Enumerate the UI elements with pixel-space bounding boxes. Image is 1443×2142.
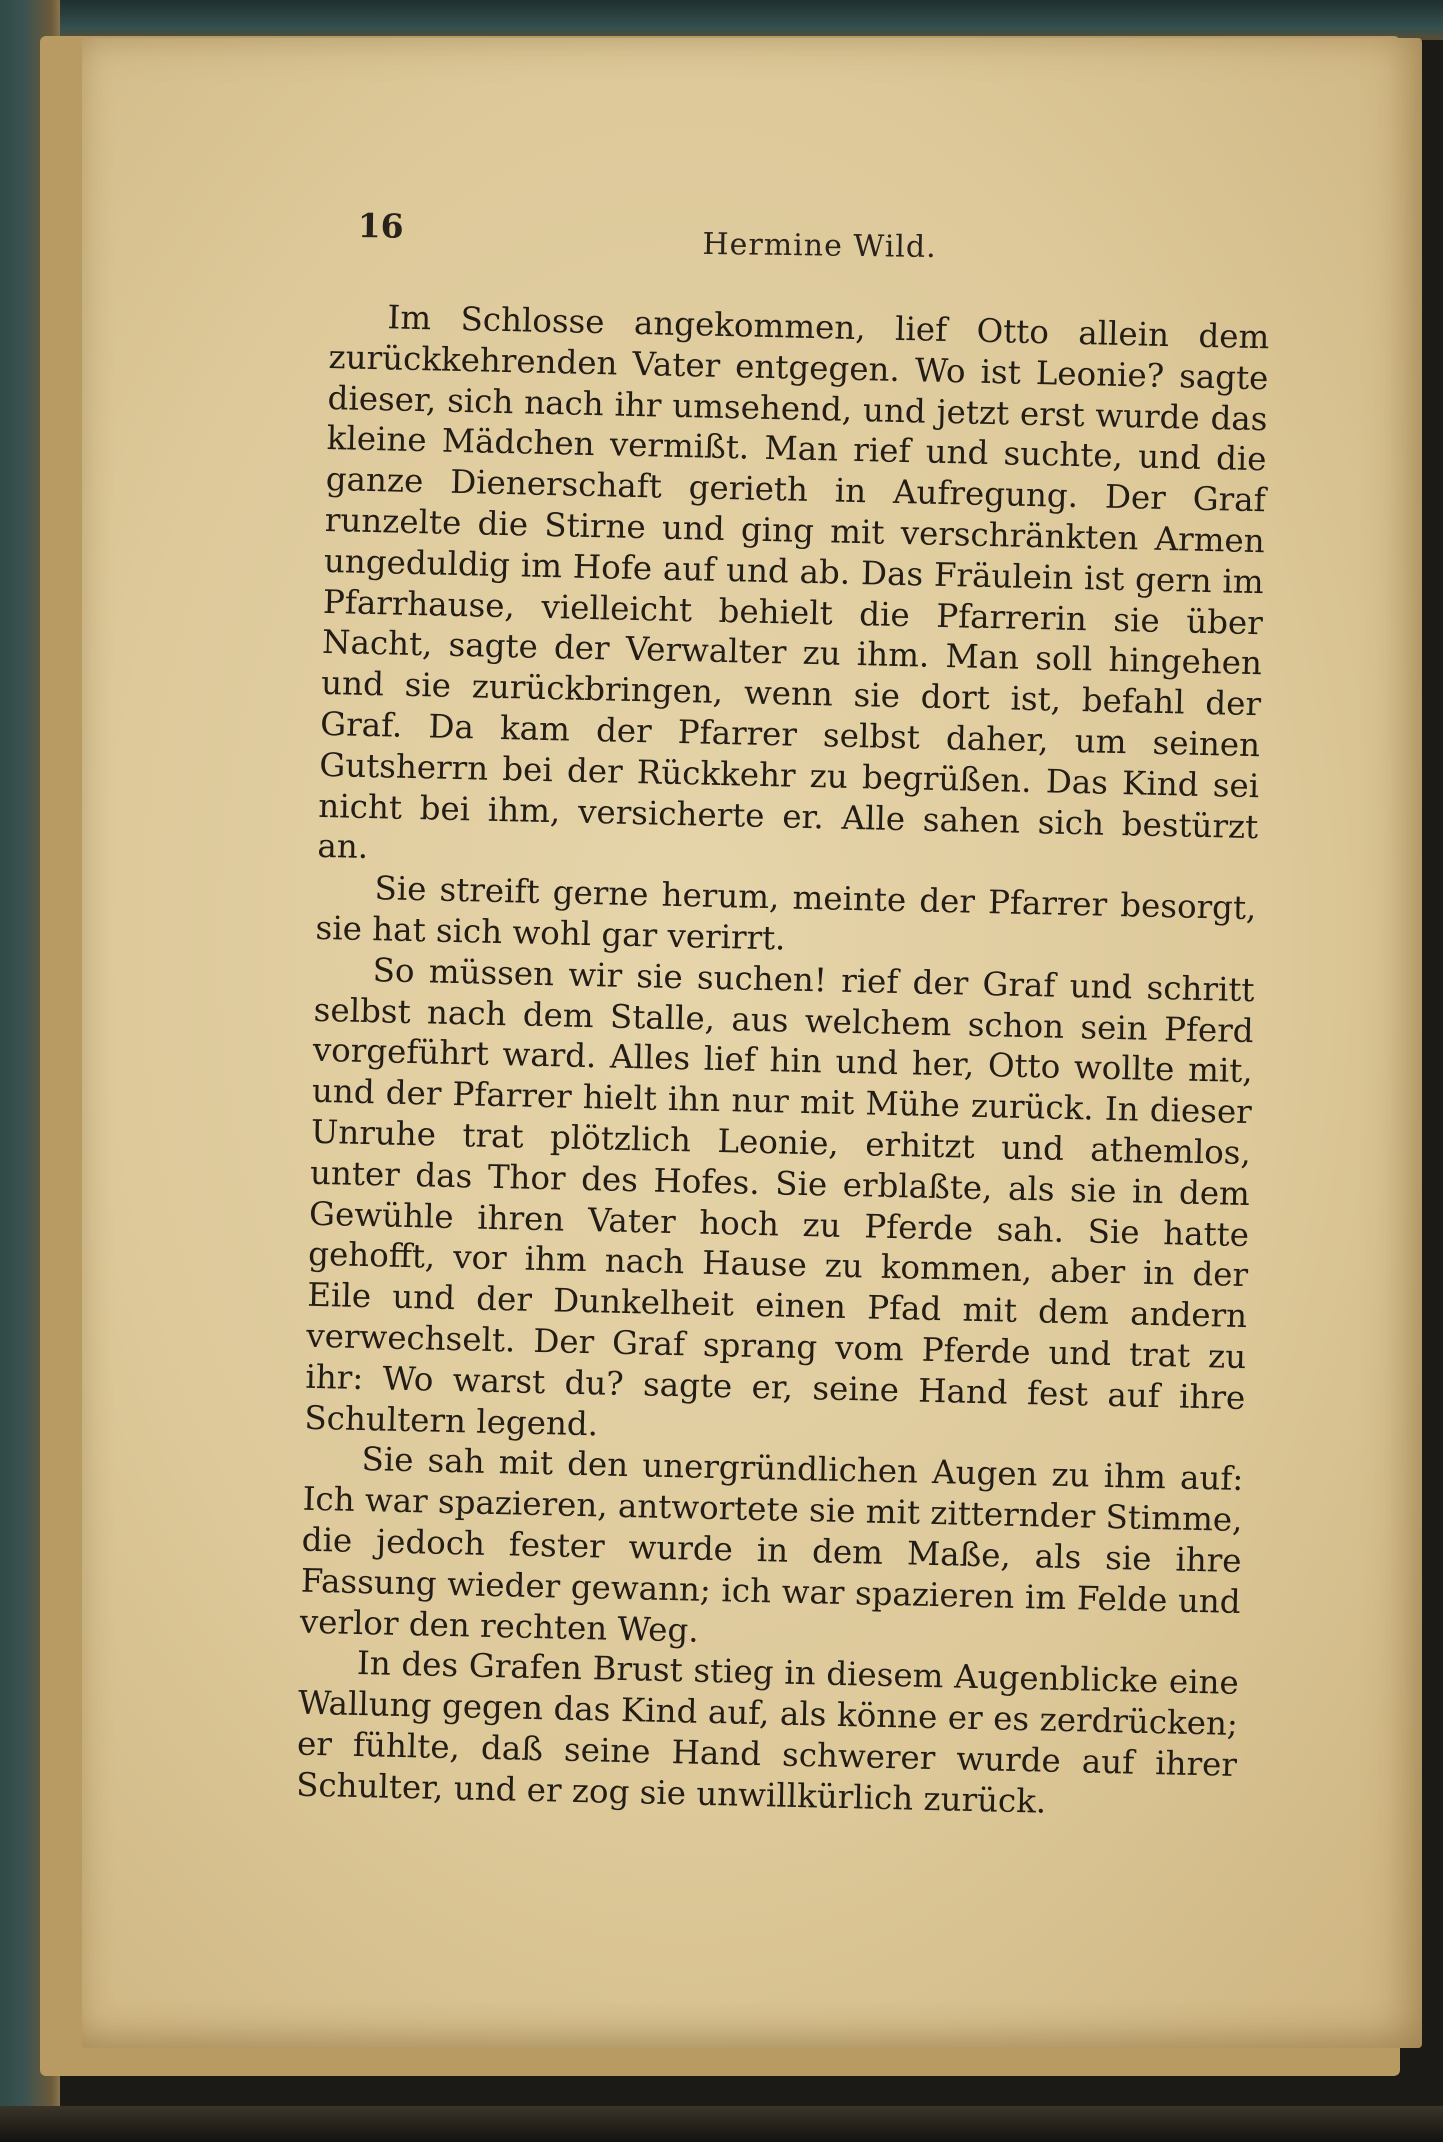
body-text xyxy=(296,296,1270,1826)
table-surface-bottom xyxy=(0,2106,1443,2142)
paragraph: In des Grafen Brust stieg in diesem Augenblicke eine Wallung gegen das Kind auf, als könne er es zerdrücken; er fühlte, daß seine Hand schwerer wurde auf ihrer Schulter, und er zog sie unwillkürlich zurück. xyxy=(295,1644,1240,1821)
running-title: Hermine Wild. xyxy=(702,226,937,266)
paragraph: Im Schlosse angekommen, lief Otto allein dem zurückkehrenden Vater entgegen. Wo ist Leonie? sagte dieser, sich nach ihr umsehend, und jetzt erst wurde das kleine Mädchen vermißt. Man rief und suchte, und die ganze Dienerschaft gerieth in Aufregung. Der Graf runzelte die Stirne und ging mit verschränkten Armen ungeduldig im Hofe auf und ab. Das Fräulein ist gern im Pfarrhause, vielleicht behielt die Pfarrerin sie über Nacht, sagte der Verwalter zu ihm. Man soll hingehen und sie zurückbringen, wenn sie dort ist, befahl der Graf. Da kam der Pfarrer selbst daher, um seinen Gutsherrn bei der Rückkehr zu begrüßen. Das Kind sei nicht bei ihm, versicherte er. Alle sahen sich bestürzt an. xyxy=(317,298,1270,867)
page-header xyxy=(357,206,1258,279)
paragraph: Sie sah mit den unergründlichen Augen zu ihm auf: Ich war spazieren, antwortete sie mit zitternder Stimme, die jedoch fester wurde in dem Maße, als sie ihre Fassung wieder gewann; ich war spazieren im Felde und verlor den rechten Weg. xyxy=(299,1440,1244,1650)
paragraph: Sie streift gerne herum, meinte der Pfarrer besorgt, sie hat sich wohl gar verirrt. xyxy=(315,869,1257,958)
paragraph: So müssen wir sie suchen! rief der Graf und schritt selbst nach dem Stalle, aus welchem schon sein Pferd vorgeführt ward. Alles lief hin und her, Otto wollte mit, und der Pfarrer hielt ihn nur mit Mühe zurück. In dieser Unruhe trat plötzlich Leonie, erhitzt und athemlos, unter das Thor des Hofes. Sie erblaßte, als sie in dem Gewühle ihren Vater hoch zu Pferde sah. Sie hatte gehofft, vor ihm nach Hause zu kommen, aber in der Eile und der Dunkelheit einen Pfad mit dem andern verwechselt. Der Graf sprang vom Pferde und trat zu ihr: Wo warst du? sagte er, seine Hand fest auf ihre Schultern legend. xyxy=(304,950,1255,1443)
book-cover-top-edge xyxy=(0,0,1443,40)
page-number: 16 xyxy=(357,206,404,246)
